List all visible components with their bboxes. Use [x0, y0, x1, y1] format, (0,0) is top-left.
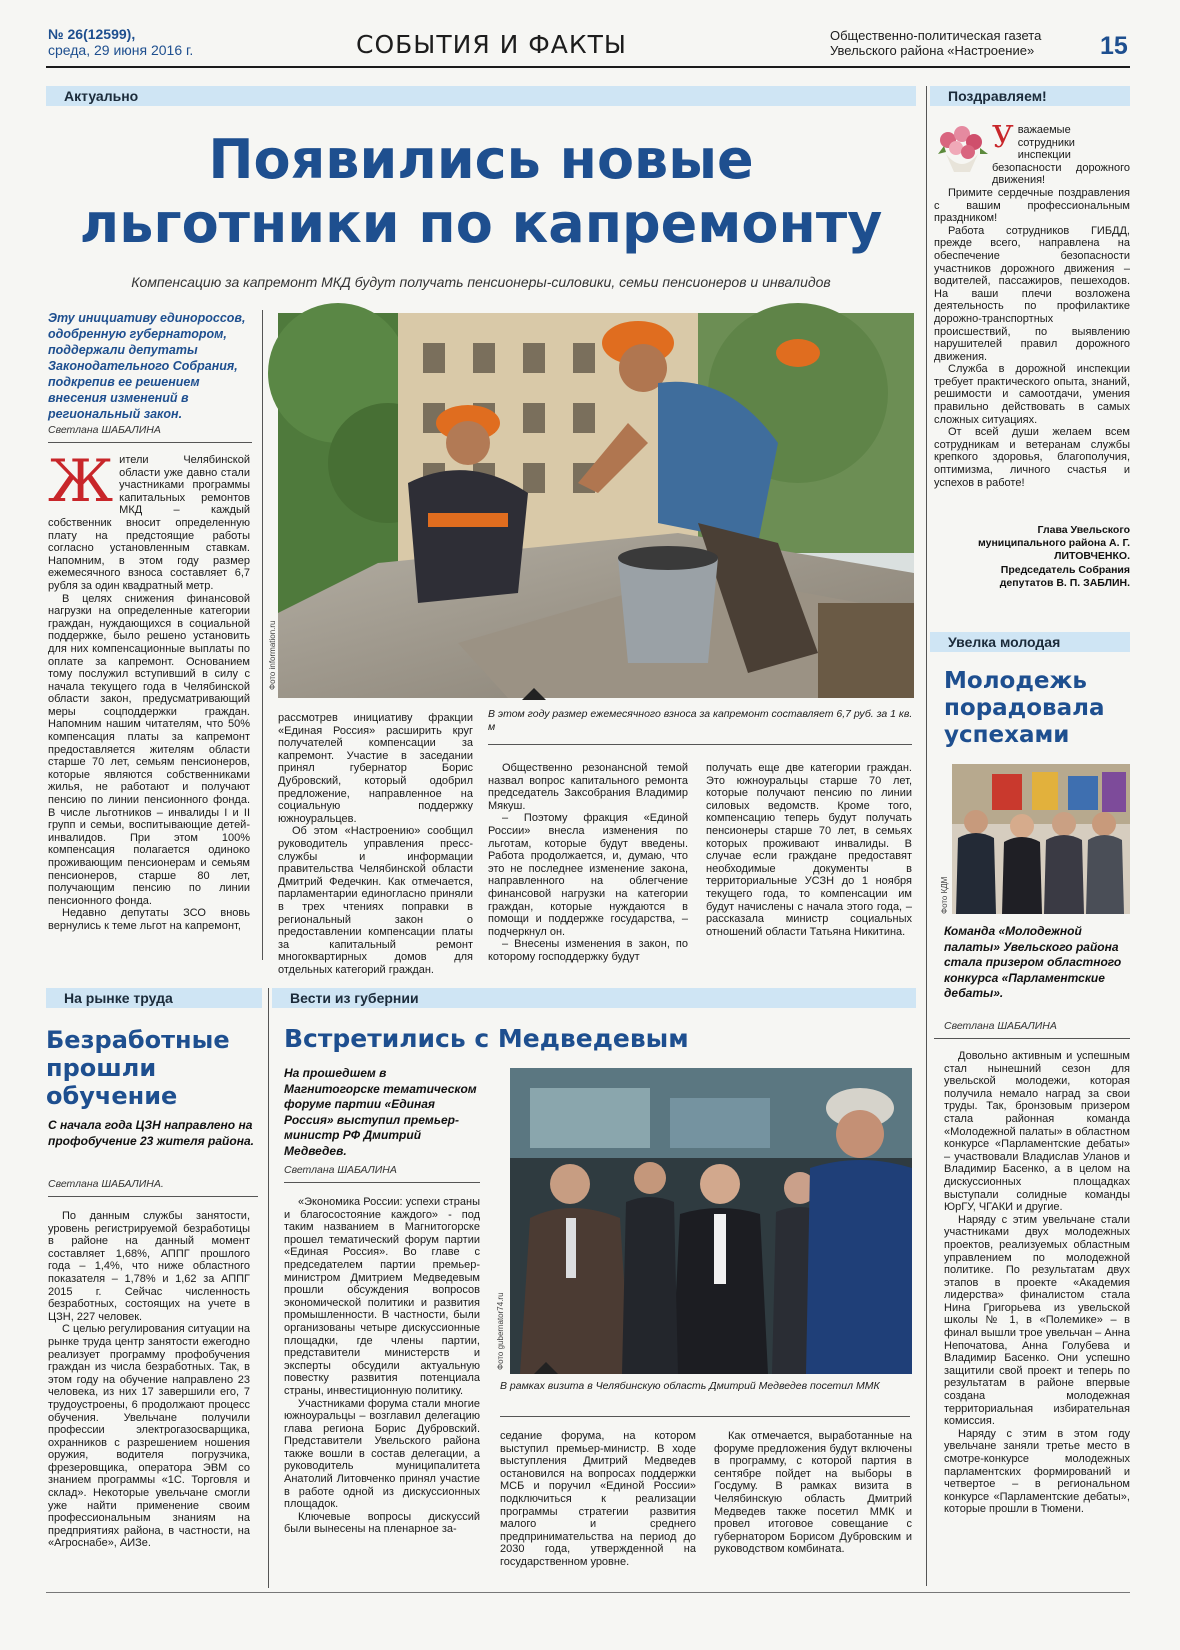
main-col1-p1: ители Челябинской области уже давно стали участниками программы капитальных ремонтов МКД – каждый собственник вносит определенную плату на предстоящие работы согласно установленным ставкам. Напомним, в этом году размер ежемесячного взноса составляет 6,7 рубля за один квадратный метр.: [48, 454, 250, 592]
bottom-column-divider: [268, 988, 269, 1588]
main-dropcap: Ж: [48, 447, 114, 515]
youth-body: [944, 1050, 1130, 1584]
section-heading: СОБЫТИЯ И ФАКТЫ: [356, 30, 627, 59]
main-col-4: [706, 762, 912, 962]
labor-body: [48, 1210, 250, 1588]
header-rule: [46, 66, 1130, 68]
section-bar-main: [46, 86, 916, 106]
column-divider: [262, 310, 263, 960]
newspaper-name-line2: Увельского района «Настроение»: [830, 43, 1035, 58]
main-col3-p2: – Поэтому фракция «Единой России» внесла изменения по льготам, которые будут введены. Работа продолжается, и, думаю, что это не последнее изменение закона, направленного на облегчение финансовой нагрузки на категории граждан, которые нуждаются в помощи и поддержке государства, – подчеркнул он.: [488, 812, 688, 938]
medvedev-headline: Встретились с Медведевым: [284, 1024, 689, 1053]
section-bar-greeting: [930, 86, 1130, 106]
youth-headline: Молодежь порадовала успехами: [944, 668, 1105, 748]
labor-byline-rule: [48, 1196, 258, 1197]
greeting-section-label: Поздравляем!: [948, 88, 1047, 104]
greeting-p4: Служба в дорожной инспекции требует практического опыта, знаний, решимости и самоотдачи, умения правильно действовать в самых сложных ситуациях.: [934, 363, 1130, 426]
greeting-signature-1: Глава Увельского муниципального района А. Г. ЛИТОВЧЕНКО.: [978, 524, 1130, 562]
issue-date: среда, 29 июня 2016 г.: [48, 42, 194, 58]
medvedev-photo-credit: Фото gubernator74.ru: [496, 1292, 505, 1370]
labor-byline: Светлана ШАБАЛИНА.: [48, 1178, 164, 1190]
medvedev-col1-p3: Ключевые вопросы дискуссий были вынесены на пленарное за-: [284, 1510, 480, 1536]
youth-byline-rule: [934, 1038, 1130, 1039]
medvedev-col3-p1: Как отмечается, выработанные на форуме предложения будут включены в программу, с которой партия в сентябре пойдет на выборы в Госдуму. В рамках визита в Челябинскую область Дмитрий Медведев также посетил ММК и провел итоговое совещание с губернатором Борисом Дубровским и руководством комбината.: [714, 1430, 912, 1556]
main-headline-line2: льготники по капремонту: [79, 192, 883, 255]
main-col-1: [48, 447, 250, 960]
photo-credit: Фото information.ru: [268, 620, 277, 690]
page-number: 15: [1100, 32, 1128, 60]
greeting-dropcap: У: [992, 120, 1014, 155]
main-col-2: [278, 712, 473, 976]
labor-headline: Безработные прошли обучение: [46, 1026, 230, 1110]
photo-caption: В этом году размер ежемесячного взноса за капремонт составляет 6,7 руб. за 1 кв. м: [488, 708, 913, 733]
youth-p1: Довольно активным и успешным стал нынешний сезон для увельской молодежи, которая получила немало наград за свои труды. Так, бронзовым призером стала районная команда «Молодежной палаты» в областном конкурсе «Парламентские дебаты» – участвовали Владислав Уланов и Владимир Басенко, а в целом на дискуссионных площадках выступали солидные команды ЮрГУ, ЧГАКИ и другие.: [944, 1050, 1130, 1214]
main-col3-p3: – Внесены изменения в закон, по которому господдержку будут: [488, 938, 688, 963]
main-col-3: [488, 762, 688, 962]
main-subtitle: Компенсацию за капремонт МКД будут получать пенсионеры-силовики, семьи пенсионеров и инвалидов: [131, 274, 831, 290]
labor-lead: С начала года ЦЗН направлено на профобучение 23 жителя района.: [48, 1118, 254, 1148]
main-headline: [46, 128, 916, 256]
main-col4-p1: получать еще две категории граждан. Это южноуральцы старше 70 лет, которые получают пенсию по линии силовых ведомств. Кроме того, компенсацию теперь будут получать пенсионеры старше 70 лет, в семьях которых проживают инвалиды. В случае если граждане предоставят необходимые документы в территориальные УСЗН до 1 ноября текущего года, то компенсации им будут начислены с начала этого года, – рассказала министр социальных отношений области Татьяна Никитина.: [706, 762, 912, 938]
newspaper-name: [830, 28, 1041, 58]
medvedev-caption-pointer: [534, 1362, 558, 1374]
main-byline: Светлана ШАБАЛИНА: [48, 424, 161, 436]
medvedev-byline-rule: [284, 1182, 480, 1183]
main-col1-p3: Недавно депутаты ЗСО вновь вернулись к теме льгот на капремонт,: [48, 907, 250, 932]
byline-rule: [48, 442, 252, 443]
greeting-p3: Работа сотрудников ГИБДД, прежде всего, направлена на обеспечение безопасности участников дорожного движения – водителей, пассажиров, пешеходов. На ваши плечи возложена деятельность по профилактике дорожно-транспортных происшествий, по выявлению нарушителей правил дорожного движения.: [934, 224, 1130, 363]
youth-team-photo: [952, 764, 1130, 914]
medvedev-col2-p1: седание форума, на котором выступил премьер-министр. В ходе выступления Дмитрий Медведев остановился на вопросах поддержки МСБ и поручил «Единой России» подключиться к реализации программы стратегии развития малого и среднего предпринимательства на период до 2030 года, утвержденной на государственном уровне.: [500, 1430, 696, 1568]
medvedev-byline: Светлана ШАБАЛИНА: [284, 1164, 397, 1176]
main-col2-p1: рассмотрев инициативу фракции «Единая Россия» расширить круг получателей компенсации за капремонт. Участие в заседании принял губернатор Борис Дубровский, который одобрил предложение, направленное на социальную поддержку южноуральцев.: [278, 712, 473, 825]
youth-p2: Наряду с этим увельчане стали участниками двух молодежных проектов, реализуемых областным управлением по молодежной политике. По результатам двух этапов в проекте «Академия лидерства» финалистом стала Нина Григорьева из увельской школы № 1, в «Полемике» – в финал вышли трое увельчан – Анна Непочатова, Анна Голубева и Владимир Басенко. Они успешно защитили свой проект и теперь по результатам в районе впервые создана молодежная территориальная избирательная комиссия.: [944, 1213, 1130, 1428]
region-news-section-label: Вести из губернии: [290, 990, 419, 1006]
medvedev-caption: В рамках визита в Челябинскую область Дмитрий Медведев посетил ММК: [500, 1380, 880, 1392]
medvedev-col-3: [714, 1430, 912, 1588]
medvedev-caption-rule: [500, 1416, 910, 1417]
caption-pointer: [522, 688, 546, 700]
footer-rule: [46, 1592, 1130, 1593]
issue-info: [48, 26, 193, 58]
caption-rule: [488, 744, 912, 745]
newspaper-name-line1: Общественно-политическая газета: [830, 28, 1042, 43]
issue-number: № 26(12599),: [48, 26, 136, 42]
greeting-text: [934, 120, 1130, 514]
section-bar-labor: [46, 988, 262, 1008]
medvedev-col-1: [284, 1196, 480, 1588]
repair-workers-photo: [278, 313, 914, 698]
labor-section-label: На рынке труда: [64, 990, 173, 1006]
medvedev-col1-p1: «Экономика России: успехи страны и благосостояние каждого» - под таким названием в Магнитогорске прошел тематический форум партии «Единая Россия». Во главе с председателем партии премьер-министром Дмитрием Медведевым прошли обсуждения вопросов экономической политики и развития промышленности. В частности, были организованы четыре дискуссионные площадки, где члены партии, представители министерств и эксперты обсудили актуальную повестку развития потенциала страны, инвестиционную политику.: [284, 1196, 480, 1397]
youth-lead: Команда «Молодежной палаты» Увельского района стала призером областного конкурса «Парламентские дебаты».: [944, 924, 1122, 1000]
youth-section-label: Увелка молодая: [948, 634, 1061, 650]
youth-p3: Наряду с этим в этом году увельчане заняли третье место в смотре-конкурсе молодежных парламентских формирований и четвертое – в региональном конкурсе «Парламентские дебаты», которые прошли в Тюмени.: [944, 1427, 1130, 1516]
labor-p1: По данным службы занятости, уровень регистрируемой безработицы в районе на данный момент составляет 1,68%, АППГ прошлого года – 1,4%, что ниже областного показателя – 1,78% и 1,62 за АППГ 2015 г. Сейчас численность безработных, состоящих на учете в ЦЗН, 227 человек.: [48, 1210, 250, 1323]
main-col3-p1: Общественно резонансной темой назвал вопрос капитального ремонта председатель Заксобрания Владимир Мякуш.: [488, 762, 688, 812]
greeting-p1: важаемые сотрудники инспекции безопасности дорожного движения!: [992, 124, 1130, 187]
greeting-p2: Примите сердечные поздравления с вашим профессиональным праздником!: [934, 186, 1130, 225]
medvedev-visit-photo: [510, 1068, 912, 1374]
main-headline-line1: Появились новые: [208, 128, 754, 191]
youth-photo-credit: Фото КДМ: [940, 876, 949, 914]
main-lead: Эту инициативу единороссов, одобренную губернатором, поддержали депутаты Законодательного Собрания, подкрепив ее решением внесения изменений в региональный закон.: [48, 311, 246, 421]
greeting-p5: От всей души желаем всем сотрудникам и ветеранам службы крепкого здоровья, благополучия, оптимизма, личного счастья и успехов в работе!: [934, 426, 1130, 489]
main-col1-p2: В целях снижения финансовой нагрузки на определенные категории граждан, нуждающихся в социальной поддержке, было решено установить для них компенсационные выплаты по оплате за капремонт. Основанием тому послужил вступивший в силу с начала текущего года в Челябинской области закон, предусматривающий меры соцподдержки граждан. Напомним нашим читателям, что 50% компенсация платы за капремонт предоставляется жителям области старше 70 лет, семьям пенсионеров, которые являются собственниками жилья, не работают и получают пенсию по линии пенсионного фонда. В числе льготников – инвалиды I и II групп и семьи, воспитывающие детей-инвалидов. При этом 100% компенсация полагается одиноко проживающим пенсионерам и семьям пенсионеров, старше 80 лет, получающим пенсию по линии пенсионного фонда.: [48, 592, 250, 907]
medvedev-lead: На прошедшем в Магнитогорске тематическом форуме партии «Единая Россия» выступил премьер-министр РФ Дмитрий Медведев.: [284, 1066, 477, 1158]
medvedev-col1-p2: Участниками форума стали многие южноуральцы – возглавил делегацию глава региона Борис Дубровский. Представители Увельского района также вошли в состав делегации, а руководитель муниципалитета Анатолий Литовченко принял участие в работе одной из дискуссионных площадок.: [284, 1397, 480, 1511]
greeting-signature-2: Председатель Собрания депутатов В. П. ЗАБЛИН.: [999, 564, 1130, 589]
section-label: Актуально: [64, 88, 139, 104]
youth-byline: Светлана ШАБАЛИНА: [944, 1020, 1057, 1032]
sidebar-divider: [926, 86, 927, 1586]
section-bar-youth: [930, 632, 1130, 652]
section-bar-region-news: [272, 988, 916, 1008]
labor-p2: С целью регулирования ситуации на рынке труда центр занятости ежегодно реализует программу профобучения граждан из числа безработных. Так, в этом году на обучение направлено 23 человека, из них 17 завершили его, 7 трудоустроены, 6 продолжают процесс обучения. Увельчане получили профессии электрогазосварщика, охранников с разрешением ношения оружия, водителя погрузчика, фрезеровщика, оператора ЭВМ со знанием программы «1С. Торговля и склад». Некоторые увельчане смогли уже найти применение своим профессиональным знаниям на предприятиях района, в частности, на «Агроснабе», АИЗе.: [48, 1323, 250, 1550]
medvedev-col-2: [500, 1430, 696, 1588]
main-col2-p2: Об этом «Настроению» сообщил руководитель управления пресс-службы и информации правительства Челябинской области Дмитрий Федечкин. Как отмечается, парламентарии единогласно приняли в трех чтениях поправки в региональный закон о предоставлении компенсации платы за капитальный ремонт многоквартирных домов для отдельных категорий граждан.: [278, 825, 473, 976]
